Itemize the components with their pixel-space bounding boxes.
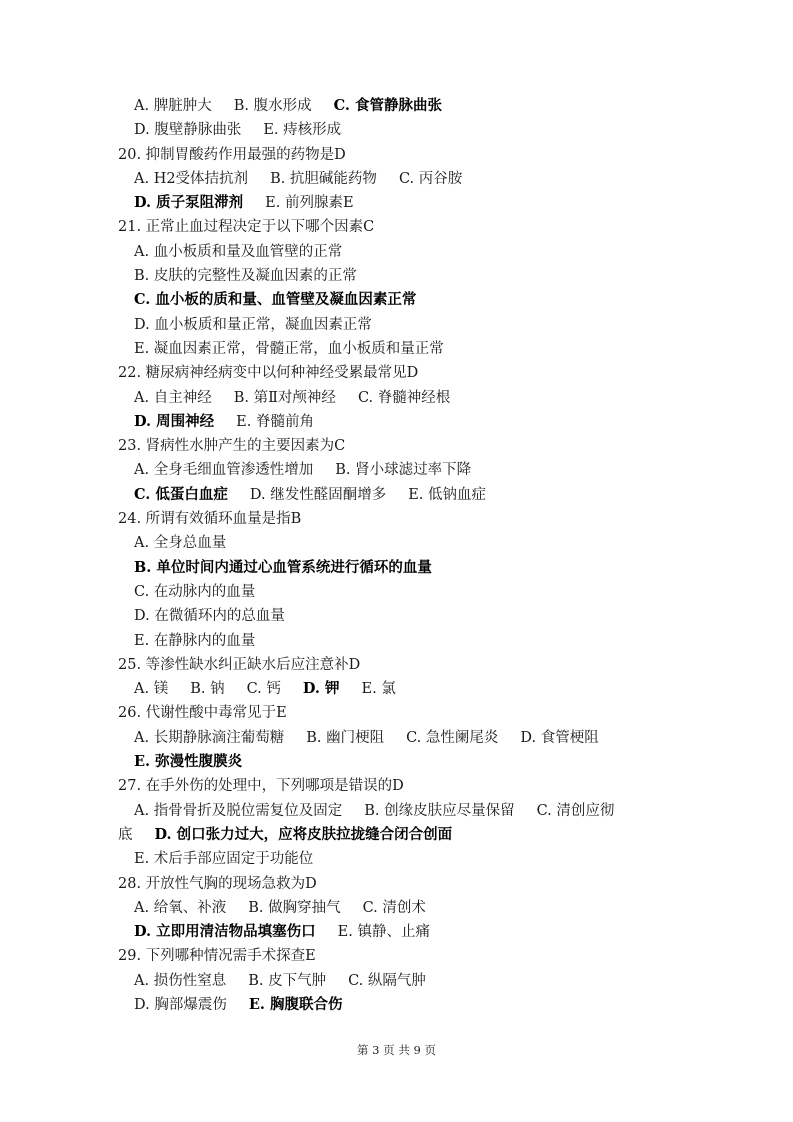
option-text: D. 在微循环内的总血量 — [134, 608, 285, 625]
answer-options-line — [118, 847, 678, 871]
option-text: A. 镁 — [134, 681, 169, 698]
answer-options-line — [118, 288, 678, 312]
answer-options-line — [118, 823, 678, 847]
option-text: C. 纵隔气肿 — [348, 972, 426, 989]
option-text: A. 脾脏肿大 — [134, 98, 212, 114]
option-text: C. 清创应彻 — [536, 802, 615, 819]
answer-options-line — [118, 337, 678, 361]
correct-answer-text: D. 周围神经 — [134, 412, 215, 430]
question-text: 20. 抑制胃酸药作用最强的药物是D — [118, 146, 346, 163]
answer-options-line — [118, 604, 678, 628]
option-text: A. 血小板质和量及血管壁的正常 — [134, 243, 343, 260]
answer-options-line — [118, 677, 678, 701]
question-text: 28. 开放性气胸的现场急救为D — [118, 875, 317, 892]
question-stem — [118, 944, 678, 968]
answer-options-line — [118, 580, 678, 604]
question-stem — [118, 143, 678, 167]
answer-options-line — [118, 969, 678, 993]
option-text: A. 长期静脉滴注葡萄糖 — [134, 729, 285, 746]
option-text: C. 脊髓神经根 — [357, 389, 451, 406]
question-stem — [118, 653, 678, 677]
answer-options-line — [118, 94, 678, 118]
option-text: E. 前列腺素E — [265, 195, 354, 212]
question-text: 29. 下列哪种情况需手术探查E — [118, 948, 316, 965]
option-text: A. H2受体拮抗剂 — [134, 170, 249, 187]
question-text: 21. 正常止血过程决定于以下哪个因素C — [118, 219, 375, 236]
option-text: C. 钙 — [246, 681, 281, 698]
answer-options-line — [118, 896, 678, 920]
option-text: D. 胸部爆震伤 — [134, 996, 227, 1013]
answer-options-line — [118, 191, 678, 215]
option-text: E. 低钠血症 — [408, 486, 487, 503]
correct-answer-text: E. 胸腹联合伤 — [248, 995, 343, 1013]
answer-options-line — [118, 240, 678, 264]
question-text: 26. 代谢性酸中毒常见于E — [118, 705, 287, 722]
correct-answer-text: C. 血小板的质和量、血管壁及凝血因素正常 — [134, 291, 417, 309]
option-text: B. 抗胆碱能药物 — [270, 170, 377, 187]
option-text: B. 做胸穿抽气 — [248, 899, 341, 916]
answer-options-line — [118, 264, 678, 288]
option-text: B. 皮下气肿 — [248, 972, 327, 989]
option-text: E. 脊髓前角 — [236, 413, 314, 430]
question-stem — [118, 774, 678, 798]
question-text: 25. 等渗性缺水纠正缺水后应注意补D — [118, 656, 361, 673]
answer-options-line — [118, 726, 678, 750]
page-footer: 第 3 页 共 9 页 — [357, 1043, 436, 1057]
answer-options-line — [118, 118, 678, 142]
option-text: B. 肾小球滤过率下降 — [335, 462, 472, 479]
option-text: E. 凝血因素正常，骨髓正常，血小板质和量正常 — [134, 340, 444, 357]
answer-options-line — [118, 920, 678, 944]
question-text: 23. 肾病性水肿产生的主要因素为C — [118, 438, 346, 455]
option-text: B. 皮肤的完整性及凝血因素的正常 — [134, 268, 357, 285]
question-text: 22. 糖尿病神经病变中以何种神经受累最常见D — [118, 365, 419, 382]
option-text: B. 第Ⅱ对颅神经 — [233, 389, 336, 406]
correct-answer-text: C. 低蛋白血症 — [134, 485, 228, 503]
option-text: 底 — [118, 826, 133, 843]
correct-answer-text: C. 食管静脉曲张 — [333, 97, 442, 114]
correct-answer-text: D. 钾 — [302, 680, 340, 698]
correct-answer-text: D. 立即用清洁物品填塞伤口 — [134, 923, 316, 941]
question-stem — [118, 507, 678, 531]
answer-options-line — [118, 410, 678, 434]
option-text: A. 指骨骨折及脱位需复位及固定 — [134, 802, 343, 819]
option-text: B. 幽门梗阻 — [306, 729, 385, 746]
question-stem — [118, 872, 678, 896]
answer-options-line — [118, 483, 678, 507]
answer-options-line — [118, 799, 678, 823]
option-text: C. 丙谷胺 — [398, 170, 463, 187]
option-text: B. 钠 — [190, 681, 225, 698]
option-text: A. 全身总血量 — [134, 535, 227, 552]
option-text: A. 自主神经 — [134, 389, 212, 406]
question-stem — [118, 701, 678, 725]
answer-options-line — [118, 386, 678, 410]
option-text: B. 腹水形成 — [233, 98, 312, 114]
question-stem — [118, 434, 678, 458]
option-text: D. 腹壁静脉曲张 — [134, 122, 242, 139]
answer-options-line — [118, 993, 678, 1017]
question-list — [118, 94, 678, 1017]
option-text: E. 术后手部应固定于功能位 — [134, 851, 314, 868]
correct-answer-text: B. 单位时间内通过心血管系统进行循环的血量 — [134, 558, 432, 576]
answer-options-line — [118, 167, 678, 191]
correct-answer-text: D. 创口张力过大，应将皮肤拉拢缝合闭合创面 — [154, 825, 453, 843]
option-text: E. 在静脉内的血量 — [134, 632, 256, 649]
option-text: E. 痔核形成 — [263, 122, 342, 139]
option-text: D. 继发性醛固酮增多 — [249, 486, 387, 503]
correct-answer-text: D. 质子泵阻滞剂 — [134, 194, 244, 212]
question-text: 27. 在手外伤的处理中，下列哪项是错误的D — [118, 778, 404, 795]
question-stem — [118, 215, 678, 239]
option-text: C. 在动脉内的血量 — [134, 583, 256, 600]
answer-options-line — [118, 531, 678, 555]
correct-answer-text: E. 弥漫性腹膜炎 — [134, 753, 243, 771]
option-text: E. 氯 — [361, 681, 396, 698]
answer-options-line — [118, 313, 678, 337]
option-text: A. 损伤性窒息 — [134, 972, 227, 989]
answer-options-line — [118, 458, 678, 482]
question-text: 24. 所谓有效循环血量是指B — [118, 511, 302, 528]
option-text: D. 血小板质和量正常，凝血因素正常 — [134, 316, 372, 333]
option-text: B. 创缘皮肤应尽量保留 — [364, 802, 515, 819]
option-text: C. 急性阑尾炎 — [406, 729, 499, 746]
option-text: D. 食管梗阻 — [520, 729, 599, 746]
answer-options-line — [118, 750, 678, 774]
answer-options-line — [118, 556, 678, 580]
answer-options-line — [118, 629, 678, 653]
question-stem — [118, 361, 678, 385]
option-text: A. 给氧、补液 — [134, 899, 227, 916]
option-text: E. 镇静、止痛 — [337, 924, 430, 941]
option-text: C. 清创术 — [362, 899, 426, 916]
option-text: A. 全身毛细血管渗透性增加 — [134, 462, 314, 479]
